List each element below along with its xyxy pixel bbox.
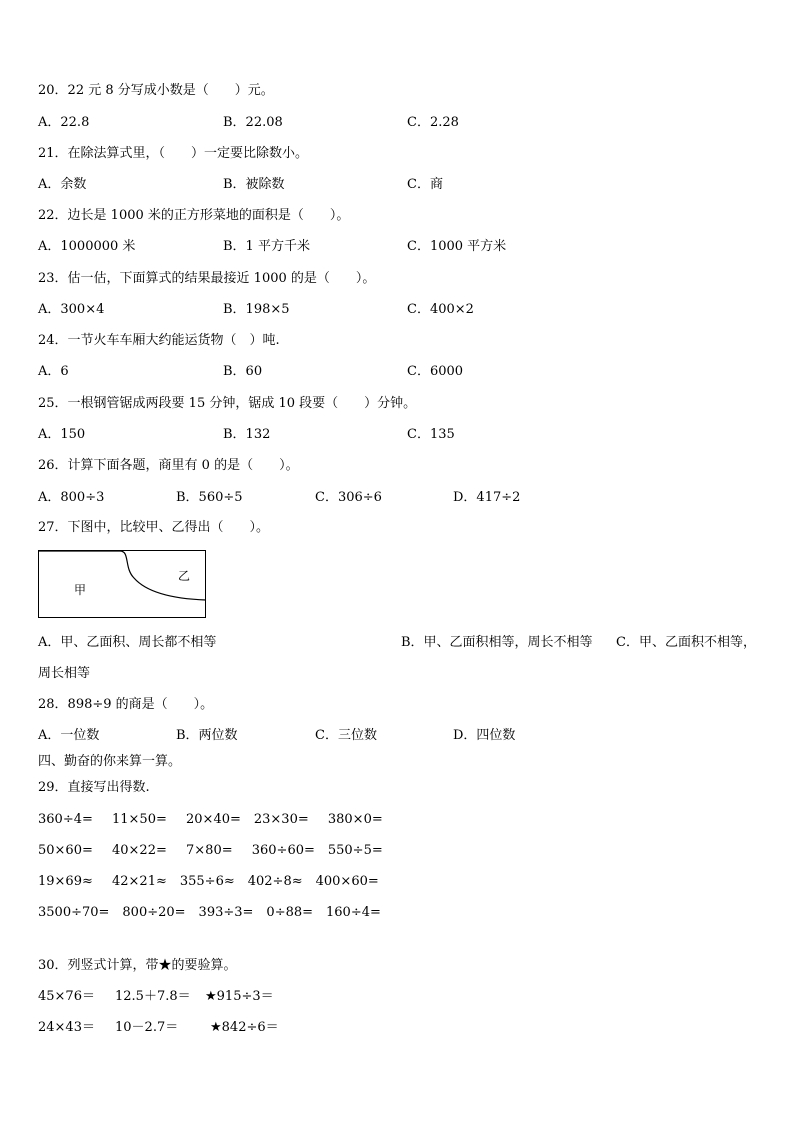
question-24-option-c: C．6000 (407, 364, 464, 379)
question-29-stem: 29．直接写出得数. (38, 780, 150, 795)
question-30-stem: 30．列竖式计算，带★的要验算。 (38, 958, 237, 973)
question-27-option-c: C．甲、乙面积不相等， (616, 635, 756, 650)
vertical-calc-4: 24×43＝ (38, 1020, 95, 1035)
question-26-option-c: C．306÷6 (315, 490, 382, 505)
question-22-option-c: C．1000 平方米 (407, 239, 507, 254)
question-23-option-a: A．300×4 (38, 302, 105, 317)
question-23-option-b: B．198×5 (223, 302, 290, 317)
vertical-calc-3: ★915÷3＝ (205, 989, 274, 1004)
question-22-option-a: A．1000000 米 (38, 239, 136, 254)
question-24-stem: 24．一节火车车厢大约能运货物（ ）吨. (38, 333, 280, 348)
mental-math-row-4: 3500÷70= 800÷20= 393÷3= 0÷88= 160÷4= (38, 905, 381, 920)
question-28-stem: 28．898÷9 的商是（ ）。 (38, 697, 214, 712)
question-21-option-c: C．商 (407, 177, 443, 192)
question-28-option-a: A．一位数 (38, 728, 100, 743)
question-26-option-b: B．560÷5 (176, 490, 243, 505)
mental-math-row-1: 360÷4= 11×50= 20×40= 23×30= 380×0= (38, 812, 383, 827)
question-27-option-c-continued: 周长相等 (38, 666, 91, 681)
question-24-option-a: A．6 (38, 364, 69, 379)
question-20-stem: 20．22 元 8 分写成小数是（ ）元。 (38, 83, 274, 98)
question-22-option-b: B．1 平方千米 (223, 239, 310, 254)
vertical-calc-6: ★842÷6＝ (210, 1020, 279, 1035)
mental-math-row-2: 50×60= 40×22= 7×80= 360÷60= 550÷5= (38, 843, 383, 858)
question-28-option-d: D．四位数 (453, 728, 516, 743)
section-4-heading: 四、勤奋的你来算一算。 (38, 754, 182, 769)
vertical-calc-1: 45×76＝ (38, 989, 95, 1004)
question-28-option-c: C．三位数 (315, 728, 377, 743)
question-27-option-a: A．甲、乙面积、周长都不相等 (38, 635, 217, 650)
figure-label-jia: 甲 (74, 583, 87, 597)
question-20-option-b: B．22.08 (223, 115, 283, 130)
figure-border (39, 551, 206, 618)
question-25-option-c: C．135 (407, 427, 455, 442)
figure-label-yi: 乙 (178, 569, 191, 583)
question-23-stem: 23．估一估，下面算式的结果最接近 1000 的是（ ）。 (38, 271, 376, 286)
question-21-stem: 21．在除法算式里，（ ）一定要比除数小。 (38, 146, 309, 161)
question-21-option-b: B．被除数 (223, 177, 285, 192)
vertical-calc-2: 12.5＋7.8＝ (115, 989, 191, 1004)
question-23-option-c: C．400×2 (407, 302, 474, 317)
region-comparison-figure (38, 550, 208, 620)
question-27-option-b: B．甲、乙面积相等，周长不相等 (401, 635, 593, 650)
question-20-option-a: A．22.8 (38, 115, 90, 130)
question-25-option-a: A．150 (38, 427, 86, 442)
question-25-stem: 25．一根钢管锯成两段要 15 分钟，锯成 10 段要（ ）分钟。 (38, 396, 417, 411)
question-28-option-b: B．两位数 (176, 728, 238, 743)
question-21-option-a: A．余数 (38, 177, 87, 192)
question-20-option-c: C．2.28 (407, 115, 459, 130)
question-22-stem: 22．边长是 1000 米的正方形菜地的面积是（ ）。 (38, 208, 350, 223)
question-26-option-d: D．417÷2 (453, 490, 521, 505)
question-26-option-a: A．800÷3 (38, 490, 105, 505)
mental-math-row-3: 19×69≈ 42×21≈ 355÷6≈ 402÷8≈ 400×60= (38, 874, 379, 889)
question-27-stem: 27．下图中，比较甲、乙得出（ ）。 (38, 520, 270, 535)
question-26-stem: 26．计算下面各题，商里有 0 的是（ ）。 (38, 458, 299, 473)
question-24-option-b: B．60 (223, 364, 263, 379)
vertical-calc-5: 10－2.7＝ (115, 1020, 179, 1035)
question-25-option-b: B．132 (223, 427, 271, 442)
